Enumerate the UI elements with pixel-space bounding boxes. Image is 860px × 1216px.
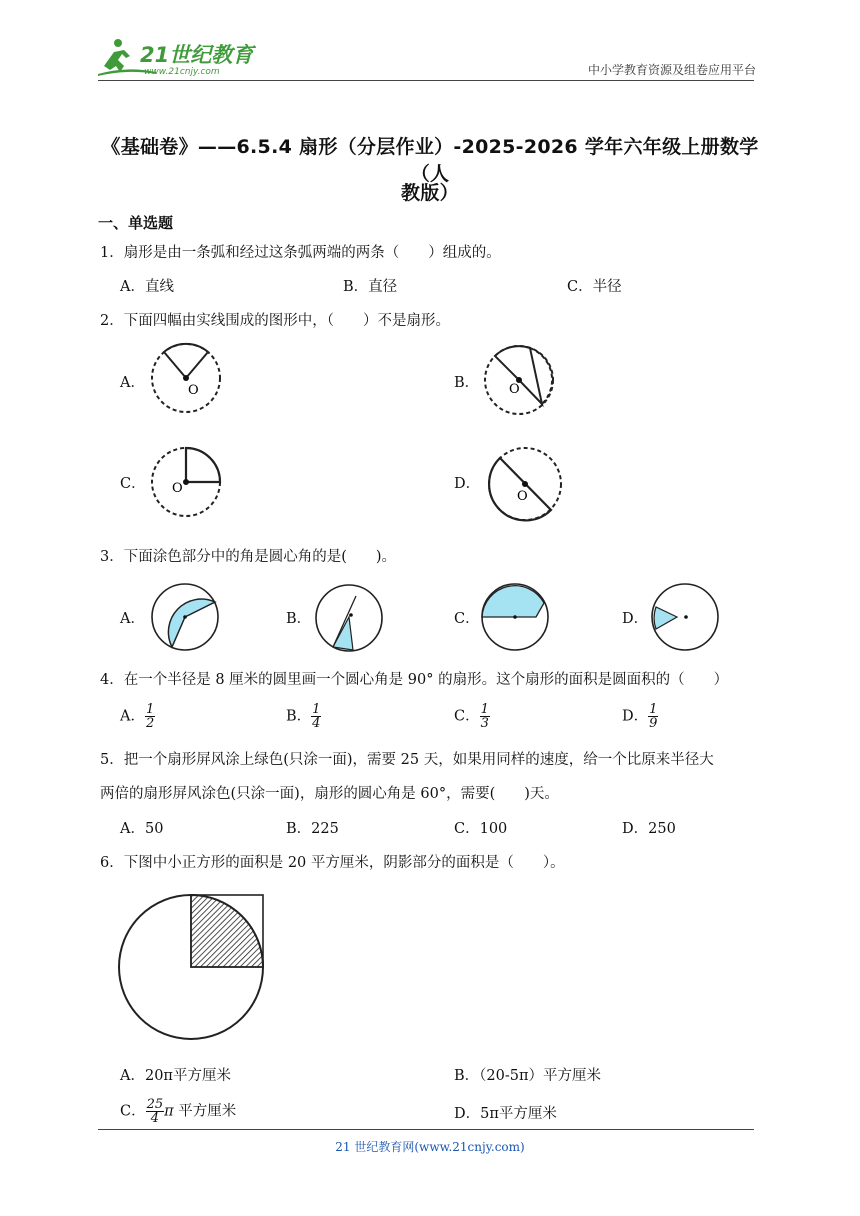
q2-figure-b bbox=[480, 337, 560, 417]
doc-title-line1: 《基础卷》——6.5.4 扇形（分层作业）-2025-2026 学年六年级上册数学（人 bbox=[101, 136, 759, 185]
header-divider bbox=[98, 80, 754, 81]
center-label: O bbox=[188, 383, 199, 398]
q2-label-b: B． bbox=[454, 375, 480, 391]
q6-option-b: B．（20-5π）平方厘米 bbox=[454, 1068, 602, 1084]
q3-figure-b bbox=[312, 580, 386, 656]
site-logo bbox=[96, 36, 256, 80]
q6-option-a: A．20π平方厘米 bbox=[120, 1068, 231, 1084]
section-heading: 一、单选题 bbox=[98, 214, 174, 232]
question-4: 4．在一个半径是 8 厘米的圆里画一个圆心角是 90° 的扇形。这个扇形的面积是圆面积的（ ） bbox=[100, 672, 729, 688]
q5-option-c: C．100 bbox=[454, 821, 508, 837]
question-6: 6．下图中小正方形的面积是 20 平方厘米，阴影部分的面积是（ ）。 bbox=[100, 855, 565, 871]
q4-option-b: B． $\frac{1}{4}$ bbox=[286, 702, 321, 731]
footer-link[interactable]: 21 世纪教育网(www.21cnjy.com) bbox=[335, 1140, 525, 1154]
doc-title-line2: 教版） bbox=[401, 182, 459, 204]
q5-option-b: B．225 bbox=[286, 821, 339, 837]
q2-figure-c bbox=[148, 440, 228, 522]
q4-option-d: D． $\frac{1}{9}$ bbox=[622, 702, 658, 731]
q3-label-d: D． bbox=[622, 611, 649, 627]
question-2: 2．下面四幅由实线围成的图形中，（ ）不是扇形。 bbox=[100, 313, 450, 329]
q2-label-d: D． bbox=[454, 476, 481, 492]
q4-option-c: C． $\frac{1}{3}$ bbox=[454, 702, 489, 731]
q6-option-d: D．5π平方厘米 bbox=[454, 1106, 557, 1122]
q3-figure-c bbox=[478, 580, 554, 656]
q5-option-a: A．50 bbox=[120, 821, 164, 837]
q3-figure-a bbox=[148, 580, 224, 656]
q3-label-b: B． bbox=[286, 611, 312, 627]
q2-figure-a bbox=[148, 337, 228, 417]
q3-label-c: C． bbox=[454, 611, 480, 627]
q2-label-a: A． bbox=[120, 375, 145, 391]
question-5-line1: 5．把一个扇形屏风涂上绿色(只涂一面)，需要 25 天，如果用同样的速度，给一个比原来半径大 bbox=[100, 752, 714, 768]
q1-option-c: C．半径 bbox=[567, 279, 622, 295]
svg-text:O: O bbox=[509, 382, 520, 397]
q5-option-d: D．250 bbox=[622, 821, 676, 837]
q2-figure-d bbox=[483, 440, 567, 524]
q6-option-c: C． $\frac{25}{4}$ π 平方厘米 bbox=[120, 1097, 237, 1126]
question-5-line2: 两倍的扇形屏风涂色(只涂一面)，扇形的圆心角是 60°，需要( )天。 bbox=[100, 786, 559, 802]
footer-divider bbox=[98, 1129, 754, 1130]
q2-label-c: C． bbox=[120, 476, 146, 492]
q3-figure-d bbox=[648, 580, 724, 656]
q3-label-a: A． bbox=[120, 611, 145, 627]
svg-text:O: O bbox=[172, 481, 183, 496]
q4-option-a: A． $\frac{1}{2}$ bbox=[120, 702, 155, 731]
logo-text: 21世纪教育 bbox=[140, 43, 254, 67]
question-3: 3．下面涂色部分中的角是圆心角的是( )。 bbox=[100, 549, 397, 565]
q6-figure bbox=[112, 885, 272, 1045]
question-1: 1．扇形是由一条弧和经过这条弧两端的两条（ ）组成的。 bbox=[100, 245, 501, 261]
q1-option-b: B．直径 bbox=[343, 279, 398, 295]
svg-text:O: O bbox=[517, 489, 528, 504]
logo-url: www.21cnjy.com bbox=[144, 67, 220, 77]
platform-name: 中小学教育资源及组卷应用平台 bbox=[587, 63, 756, 77]
q1-option-a: A．直线 bbox=[120, 279, 174, 295]
